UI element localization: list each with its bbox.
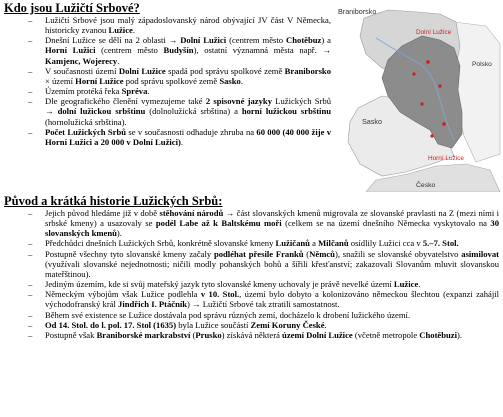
text: , území bylo dobyto a kolonizováno německou šlechtou (expanzi zahájil východofranský král (45, 289, 499, 310)
bold-text: Braniborsko (284, 65, 331, 76)
text: Předchůdci dnešních Lužických Srbů, konkrétně slovanské kmeny (45, 238, 276, 249)
bold-text: Němců (309, 248, 335, 259)
text: a (309, 238, 319, 249)
bold-text: Sasko (219, 75, 241, 86)
text: V současnosti území (45, 65, 119, 76)
bullet-item (27, 279, 499, 289)
bold-text: 5.–7. Stol. (422, 238, 459, 249)
bullet-dash: – (28, 329, 33, 340)
bold-text: 2 spisovné jazyky (205, 96, 272, 107)
bullet-dash: – (28, 248, 33, 259)
bullet-item (27, 127, 331, 147)
bold-text: Braniborské markrabství (96, 329, 191, 340)
bold-text: území Dolní Lužice (282, 329, 353, 340)
bold-text: podél Labe až k Baltskému moři (155, 218, 282, 229)
text: (hornolužická srbština). (45, 116, 127, 127)
bold-text: Milčanů (318, 238, 349, 249)
text: Jejich původ hledáme již v době (45, 208, 160, 218)
bullet-dash: – (28, 15, 33, 25)
bold-text: Počet Lužických Srbů (45, 126, 127, 137)
bold-text: Kamjenc, Wojerecy (45, 55, 118, 66)
bullet-item (27, 238, 499, 248)
bold-text: Horní Lužici (45, 45, 96, 56)
bullet-dash: – (28, 65, 33, 76)
map-label-brandenburg: Braniborsko (338, 7, 377, 16)
city-dot (412, 72, 415, 75)
bold-text: Jindřich I. Ptáčník (118, 299, 188, 310)
bold-text: 60 000 (40 000 žije v Horní Lužici a 20 000 v Dolní Lužici) (45, 126, 332, 147)
section-title-history: Původ a krátká historie Lužických Srbů: (4, 194, 223, 208)
bullet-item (27, 66, 331, 86)
text: . (117, 55, 120, 66)
bullet-item (27, 15, 331, 35)
text: ) → Lužičtí Srbové tak ztratili samostatnost. (187, 299, 340, 310)
text: . (147, 86, 150, 97)
bold-text: podléhat přesile Franků (213, 248, 304, 259)
bullet-dash: – (28, 86, 33, 97)
bold-text: Chotěbuz (286, 35, 322, 46)
city-dot (420, 102, 423, 105)
section-title-who-are-sorbs: Kdo jsou Lužičtí Srbové? (4, 1, 140, 15)
bold-text: 30 slovanských kmenů (45, 218, 499, 239)
bold-text: Horní Lužice (75, 75, 124, 86)
city-dot (438, 84, 441, 87)
bullet-item (27, 289, 499, 309)
text: Lužických Srbů → (45, 96, 331, 117)
city-dot (430, 134, 433, 137)
text: Územím protéká řeka (45, 86, 122, 97)
text: ). (116, 228, 122, 239)
text: Během své existence se Lužice dostávala pod správu různých zemí, docházelo k drobení lužického území. (45, 309, 411, 320)
text: spadá pod správu spolkové země (165, 65, 285, 76)
text: . (418, 279, 421, 290)
bullet-item (27, 320, 499, 330)
bullet-dash: – (28, 319, 33, 330)
text: (dolnolužická srbština) a (145, 106, 242, 117)
text: byla Lužice součástí (176, 319, 251, 330)
bullet-item (27, 35, 331, 65)
bullet-item (27, 310, 499, 320)
bullet-item (27, 96, 331, 126)
bullet-dash: – (28, 279, 33, 290)
text: ) a (321, 35, 331, 46)
text: ), ostatní významná města např. → (193, 45, 332, 56)
map-label-czechia: Česko (416, 182, 436, 189)
text: . (180, 136, 183, 147)
map-graphic (336, 4, 501, 192)
bold-text: Od 14. Stol. do l. pol. 17. Stol (1635) (45, 319, 177, 330)
text: se v současnosti odhaduje zhruba na (126, 126, 257, 137)
bullet-dash: – (28, 126, 33, 137)
text: Dnešní Lužice se dělí na 2 oblasti → (45, 35, 181, 46)
text: Dle geografického členění vymezujeme také (45, 96, 206, 107)
bullet-item (27, 330, 499, 340)
text: → část slovanských kmenů migrovala ze slovanské pravlasti na Z (mezi ními i srbské kmeny) a usazovaly se (45, 208, 499, 229)
map-label-lower-lusatia: Dolní Lužice (416, 29, 452, 36)
bullet-item (27, 249, 499, 279)
text: pod správu spolkové země (123, 75, 220, 86)
text: (včetně metropole (352, 329, 420, 340)
text: (centrem město (95, 45, 164, 56)
text: Lužičtí Srbové jsou malý západoslovanský národ obývající JV část V Německa, historicky zvanou (45, 15, 331, 36)
map-label-saxony: Sasko (362, 117, 382, 126)
text: ( (190, 329, 196, 340)
bold-text: v 10. Stol. (200, 289, 240, 300)
lusatia-map (336, 4, 501, 192)
bold-text: Spréva (121, 86, 148, 97)
text: × území (45, 75, 76, 86)
bullet-dash: – (28, 289, 33, 300)
text: (celkem se na území dnešního Německa vyskytovalo na (281, 218, 491, 229)
text: osídlily Lužici cca v (348, 238, 423, 249)
map-label-upper-lusatia: Horní Lužice (428, 155, 464, 162)
text: Německým výbojům však Lužice podlehla (45, 289, 201, 300)
text: . (324, 319, 327, 330)
bullet-dash: – (28, 238, 33, 249)
text: Postupně všechny tyto slovanské kmeny začaly (45, 248, 214, 259)
text: ( (303, 248, 310, 259)
bullet-item (27, 208, 499, 238)
bullet-dash: – (28, 309, 33, 320)
text: . (240, 75, 243, 86)
bold-text: asimilovat (461, 248, 499, 259)
bold-text: Lužičanů (275, 238, 310, 249)
bold-text: Prusko (195, 329, 222, 340)
map-label-poland: Polsko (472, 61, 492, 68)
bullet-dash: – (28, 96, 33, 107)
city-dot (442, 122, 446, 126)
text: . (132, 25, 135, 36)
text: ). (457, 329, 463, 340)
bullet-item (27, 86, 331, 96)
bold-text: Zemí Koruny České (250, 319, 325, 330)
bold-text: Dolní Lužici (180, 35, 227, 46)
bold-text: Chotěbuzi (419, 329, 458, 340)
text: (centrem město (226, 35, 287, 46)
bold-text: Budyšín (163, 45, 194, 56)
bold-text: dolní lužickou srbštinu (57, 106, 146, 117)
bold-text: stěhování národů (159, 208, 224, 218)
bullet-list-history (27, 208, 499, 340)
bullet-list-who-are-sorbs (27, 15, 331, 147)
text: ) získává některá (221, 329, 283, 340)
bold-text: Dolní Lužice (118, 65, 166, 76)
city-dot (426, 60, 430, 64)
text: Postupně však (45, 329, 97, 340)
bold-text: horní lužickou srbštinu (241, 106, 331, 117)
bullet-dash: – (28, 35, 33, 46)
bullet-dash: – (28, 208, 33, 218)
text: ), snažili se slovanské obyvatelstvo (334, 248, 462, 259)
text: Jediným územím, kde si svůj mateřský jazyk tyto slovanské kmeny uchovaly je právě nevelké území (45, 279, 394, 290)
text: (využívali slovanské nejednotnosti; ničili modly pohanských bohů a šířili křesťanství; zakazovali Slovanům mluvit slovanskou mateřštinou). (45, 258, 499, 279)
bold-text: Lužice (108, 25, 133, 36)
bold-text: Lužice (393, 279, 419, 290)
